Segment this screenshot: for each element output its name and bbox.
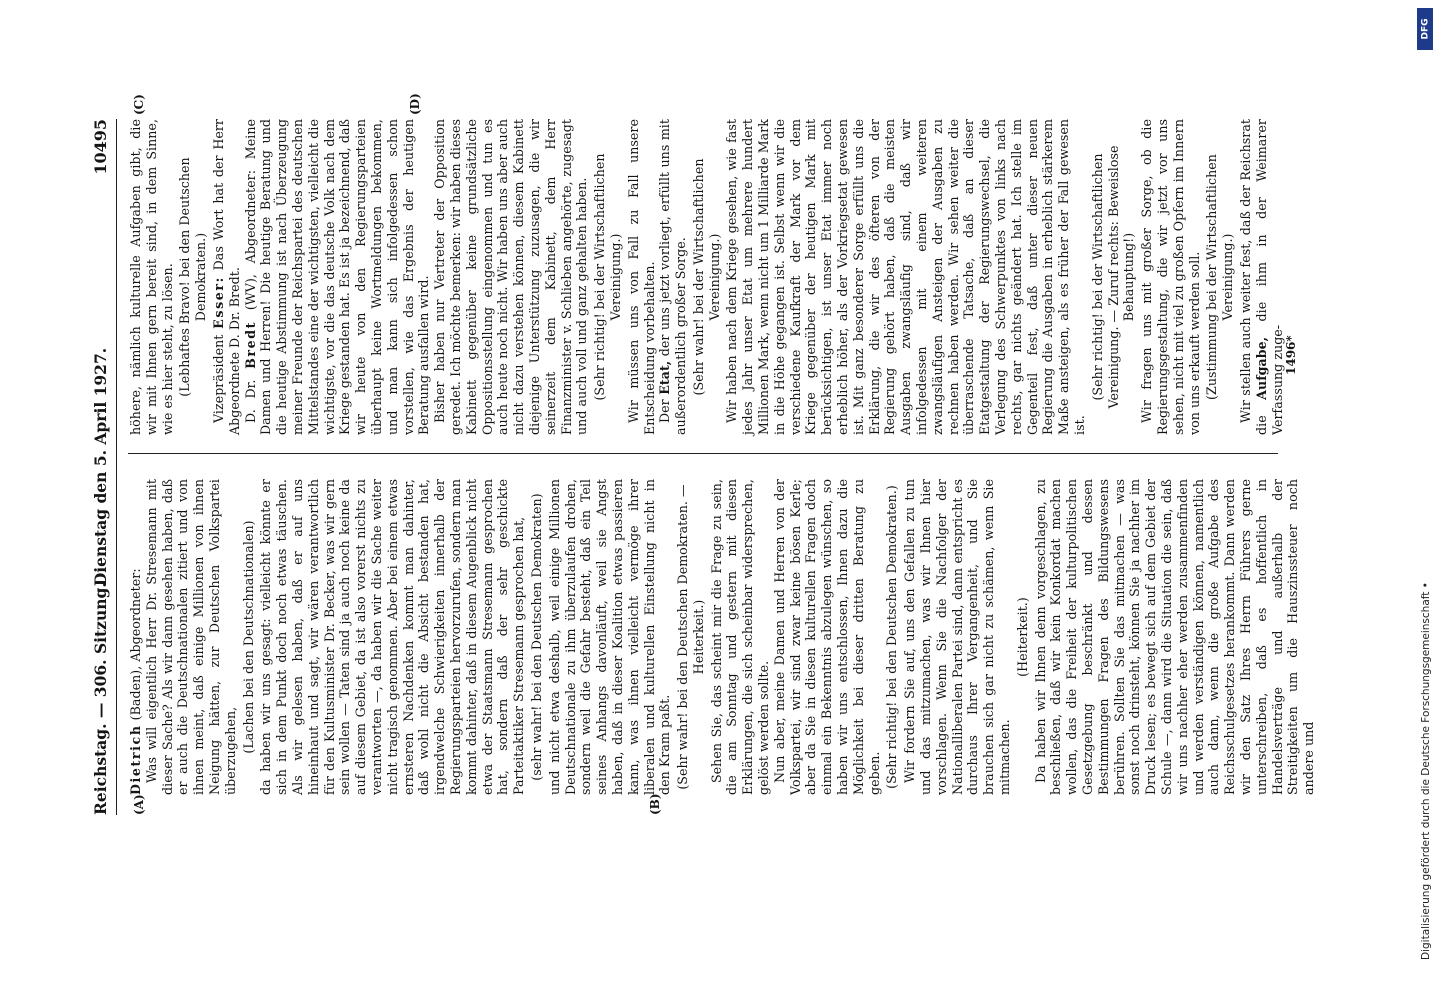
right-column [128,119,1298,435]
paragraph: und nicht etwa deshalb, weil einige Millionen Deutschnationale zu ihm überzulaufen drohen, sondern weil die Gefahr besteht, daß ein Teil seines Anhangs davonläuft, weil sie Angst haben, daß in dieser Koalition etwas passieren kann, was ihnen vielleicht vermöge ihrer liberalen und kulturellen Einstellung nicht in den Kram paßt. [546,479,673,795]
speaker-suffix: (WV), Abgeordneter: [242,169,258,311]
speaker-line [243,119,433,435]
vp-text: Das Wort hat der Herr Abgeordnete D. Dr. Bredt. [210,118,242,435]
dfg-logo: DFG [1417,8,1433,50]
vice-president-line [211,119,243,435]
column-rule [128,453,1278,454]
signature-mark: 1496* [1284,335,1298,375]
left-column [128,479,1317,795]
etat-text: der uns jetzt vorliegt, erfüllt uns mit außerordentlich großer Sorge. [657,119,689,435]
margin-mark-a: (A) [132,794,146,815]
rotated-document-page [88,93,1317,815]
paragraph: Wir fordern Sie auf, uns den Gefallen zu tun und das mitzumachen, was wir Ihnen hier vorschlagen. Wenn Sie die Nachfolger der Nationalliberalen Partei sind, dann entspricht es durchaus Ihrer Vergangenheit, und Sie brauchen sich gar nicht zu schämen, wenn Sie mitmachen. [902,479,1013,795]
interjection: (Sehr richtig! bei den Deutschen Demokraten.) [884,485,900,789]
etat-paragraph [657,119,689,435]
speaker-suffix: (Baden), Abgeordneter: [128,568,143,721]
vp-label: Vizepräsident [210,334,226,423]
paragraph: Wir haben nach dem Kriege gesehen, wie fast jedes Jahr unser Etat um mehrere hundert Millionen Mark, wenn nicht um 1 Milliarde Mark in die Höhe gegangen ist. Selbst wenn wir die verschiedene Kaufkraft der Mark vor dem Kriege gegenüber der heutigen Mark mit berücksichtigen, ist unser Etat immer noch erheblich höher, als der Vorkriegsetat gewesen ist. Mit ganz besonderer Sorge erfüllt uns die Erklärung, die wir des öfteren von der Regierung gehört haben, daß die meisten Ausgaben zwangsläufig sind, daß wir infolgedessen mit einem weiteren zwangsläufigen Ansteigen der Ausgaben zu rechnen haben werden. Wir sehen weiter die überraschende Tatsache, daß an dieser Etatgestaltung der Regierungswechsel, die Verlegung des Schwerpunktes von links nach rechts, gar nichts geändert hat. Ich stelle im Gegenteil fest, daß unter dieser neuen Regierung die Ausgaben in erheblich stärkerem Maße ansteigen, als es früher der Fall gewesen ist. [724,119,1088,435]
speaker-prefix: D. Dr. [242,379,258,423]
paragraph: Was will eigentlich Herr Dr. Stresemann mit dieser Sache? Als wir dann gesehen haben, daß er auch die Deutschnationalen zitiert und von ihnen meint, daß einige Millionen von ihnen Neigung hätten, zur Deutschen Volkspartei überzugehen, [143,479,238,795]
page-number: 10495 [91,119,110,175]
digitization-credit: Digitalisierung gefördert durch die Deutsche Forschungsgemeinschaft • [1420,582,1432,960]
header-rule [116,119,117,815]
interjection: (Sehr richtig! bei der Wirtschaftlichen Vereinigung.) [592,153,623,401]
etat-pre: Der [657,399,673,423]
margin-mark-d: (D) [408,93,422,115]
paragraph: Nun aber, meine Damen und Herren von der Volkspartei, wir sind zwar keine bösen Kerle; aber da Sie in diesen kulturellen Fragen doch einmal ein Bekenntnis abzulegen wünschen, so haben wir uns entschlossen, Ihnen dazu die Möglichkeit bei dieser dritten Beratung zu geben. [771,479,882,795]
aufgabe-pre: Wir stellen auch weiter fest, daß der Reichsrat die [1237,119,1269,435]
paragraph: Bisher haben nur Vertreter der Opposition geredet. Ich möchte bemerken: wir haben dieses Kabinett gegenüber keine grundsätzliche Oppositionsstellung eingenommen und tun es auch heute noch nicht. Wir haben uns aber auch nicht dazu verstehen können, diesem Kabinett diejenige Unterstützung zuzusagen, die wir seinerzeit dem Kabinett, dem Herr Finanzminister v. Schlieben angehörte, zugesagt und auch voll und ganz gehalten haben. [432,119,590,435]
interjection: (sehr wahr! bei den Deutschen Demokraten) [528,493,544,781]
interjection: (Zustimmung bei der Wirtschaftlichen Vereinigung.) [1204,154,1236,400]
vp-name: Esser: [210,276,226,329]
paragraph: Sehen Sie, das scheint mir die Frage zu sein, die am Sonntag und gestern mit diesen Erklärungen, die sich scheinbar widersprechen, gelöst werden sollte. [708,479,772,795]
aufgabe-bold: Aufgabe, [1253,336,1269,400]
header-session: Reichstag. — 306. Sitzung. [91,582,110,815]
aufgabe-paragraph [1238,119,1285,435]
paragraph: Meine Damen und Herren! Die heutige Beratung und die heutige Abstimmung ist nach Überzeugung meiner Freunde der Reichspartei des deutschen Mittelstandes eine der wichtigsten, vielleicht die wichtigste, vor die das deutsche Volk nach dem Kriege gestanden hat. Es ist ja bezeichnend, daß wir heute von den Regierungsparteien überhaupt keine Wortmeldungen bekommen, und man kann sich infolgedessen schon vorstellen, wie das Ergebnis der heutigen Beratung ausfallen wird. [242,118,432,435]
page-header [88,119,114,815]
margin-mark-b: (B) [648,793,662,815]
paragraph: Wir fragen uns mit großer Sorge, ob die Regierungsgestaltung, die wir jetzt vor uns sehen, nicht mit viel zu großen Opfern im Innern von uns erkauft werden soll. [1139,119,1202,435]
etat-bold: Etat, [657,360,673,395]
header-date: Dienstag den 5. April 1927. [91,347,110,587]
interjection: (Lachen bei den Deutschnationalen) [240,520,256,754]
interjection: (Sehr wahr! bei der Wirtschaftlichen Vereinigung.) [690,158,722,396]
paragraph: Da haben wir Ihnen denn vorgeschlagen, zu beschließen, daß wir kein Konkordat machen wollen, das die Freiheit der kulturpolitischen Gesetzgebung beschränkt und dessen Bestimmungen Fragen des Bildungswesens berühren. Sollten Sie das mitmachen — was sonst noch drinsteht, können Sie ja nachher im Druck lesen; es bewegt sich auf dem Gebiet der Schule —, dann wird die Situation die sein, daß wir uns nachher eher werden zusammenfinden und werden verständigen können, namentlich auch dann, wenn die große Aufgabe des Reichsschulgesetzes herankommt. Dann werden wir den Satz Ihres Herrn Führers gerne unterschreiben, daß es hoffentlich in Handelsverträge und außerhalb der Streitigkeiten um die Hauszinssteuer noch andere und [1032,479,1317,795]
speaker-line [128,479,144,795]
paragraph: Wir müssen uns von Fall zu Fall unsere Entscheidung vorbehalten. [625,119,657,435]
paragraph: da haben wir uns gesagt: vielleicht könnte er sich in dem Punkt doch noch etwas täuschen. Als wir gelesen haben, daß er auf uns hineinhaut und sagt, wir wären verantwortlich für den Kultusminister Dr. Becker, was wir gern sein wollen — Taten sind ja auch noch keine da auf diesem Gebiet, da ist also vorerst nichts zu verantworten —, da haben wir die Sache weiter nicht tragisch genommen. Aber bei einem etwas ernsteren Nachdenken kommt man dahinter, daß wohl nicht die Absicht bestanden hat, irgendwelche Schwierigkeiten innerhalb der Regierungsparteien hervorzurufen, sondern man kommt dahinter, daß in diesem Augenblick nicht etwa der Staatsmann Stresemann gesprochen hat, sondern daß der sehr geschickte Parteitaktiker Stresemann gesprochen hat, [258,479,527,795]
digitization-strip [1417,8,1437,998]
margin-mark-c: (C) [132,94,146,115]
aufgabe-text: die ihm in der Weimarer Verfassung zuge- [1253,119,1285,435]
interjection: (Sehr richtig! bei der Wirtschaftlichen Vereinigung. — Zuruf rechts: Beweislose Behauptung!) [1089,145,1137,409]
interjection: (Sehr wahr! bei den Deutschen Demokraten. — Heiterkeit.) [675,484,706,790]
paragraph: höhere, nämlich kulturelle Aufgaben gibt, die wir mit Ihnen gern bereit sind, in dem Sinne, wie es hier steht, zu lösen. [128,119,175,435]
interjection: (Lebhaftes Bravo! bei den Deutschen Demokraten.) [177,157,209,397]
speaker-name: Dietrich [128,724,143,795]
interjection: (Heiterkeit.) [1014,597,1030,677]
speaker-name: Bredt [242,320,258,369]
